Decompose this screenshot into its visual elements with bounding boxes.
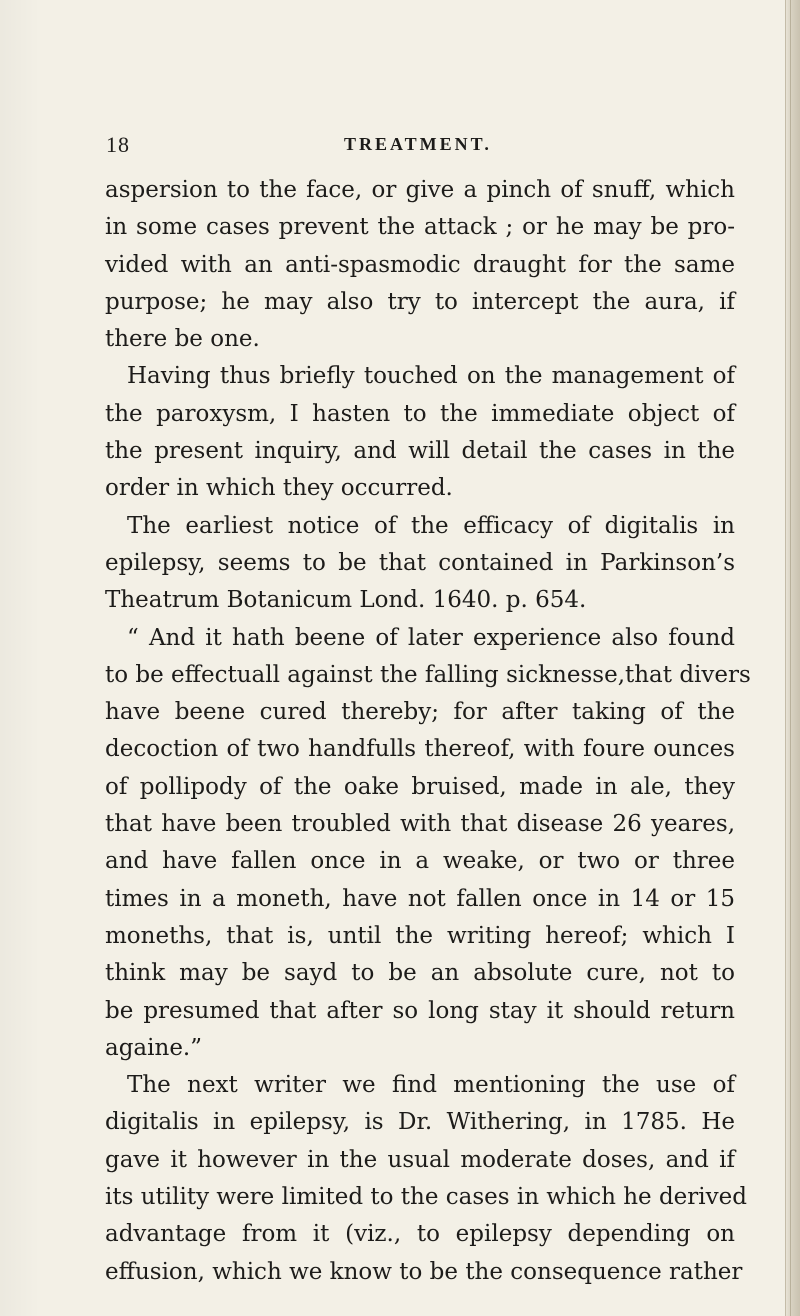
text-line: in some cases prevent the attack ; or he may be pro- — [105, 214, 735, 241]
text-line: there be one. — [105, 326, 260, 353]
text-line: The earliest notice of the efficacy of digitalis in — [127, 512, 735, 539]
text-line: Having thus briefly touched on the management of — [127, 363, 735, 390]
text-line: gave it however in the usual moderate doses, and if — [105, 1146, 735, 1173]
text-line: have beene cured thereby; for after taking of the — [105, 699, 735, 726]
text-line: moneths, that is, until the writing hereof; which I — [105, 922, 735, 949]
text-line: be presumed that after so long stay it should return — [105, 997, 735, 1024]
text-line: purpose; he may also try to intercept the aura, if — [105, 288, 735, 315]
text-line: aspersion to the face, or give a pinch of snuff, which — [105, 177, 735, 203]
text-line: times in a moneth, have not fallen once in 14 or 15 — [105, 885, 735, 912]
running-head — [106, 132, 730, 162]
text-line: order in which they occurred. — [105, 475, 453, 502]
body-text — [105, 172, 751, 1291]
text-line: think may be sayd to be an absolute cure, not to — [105, 960, 735, 987]
text-line: effusion, which we know to be the consequence rather — [105, 1258, 743, 1285]
page-edge-line — [790, 0, 791, 1316]
text-line: the paroxysm, I hasten to the immediate object of — [105, 400, 735, 427]
text-line: The next writer we find mentioning the use of — [127, 1072, 735, 1099]
text-line: epilepsy, seems to be that contained in Parkinson’s — [105, 549, 735, 576]
text-line: the present inquiry, and will detail the cases in the — [105, 438, 735, 465]
text-line: “ And it hath beene of later experience also found — [127, 624, 735, 651]
page-edge — [785, 0, 800, 1316]
text-line: decoction of two handfulls thereof, with foure ounces — [105, 736, 735, 763]
text-line: to be effectuall against the falling sicknesse,that divers — [105, 661, 751, 688]
text-line: that have been troubled with that disease 26 yeares, — [105, 811, 735, 838]
page-number: 18 — [106, 132, 130, 157]
running-title: TREATMENT. — [344, 134, 492, 154]
text-line: vided with an anti-spasmodic draught for the same — [105, 251, 735, 278]
text-line: Theatrum Botanicum Lond. 1640. p. 654. — [105, 587, 587, 614]
text-line: againe.” — [105, 1034, 202, 1061]
text-line: advantage from it (viz., to epilepsy depending on — [105, 1221, 735, 1248]
text-line: digitalis in epilepsy, is Dr. Withering, in 1785. He — [105, 1109, 735, 1136]
page-gutter-shadow — [0, 0, 40, 1316]
text-line: and have fallen once in a weake, or two or three — [105, 848, 735, 875]
text-line: its utility were limited to the cases in which he derived — [105, 1184, 747, 1211]
text-line: of pollipody of the oake bruised, made in ale, they — [105, 773, 735, 800]
